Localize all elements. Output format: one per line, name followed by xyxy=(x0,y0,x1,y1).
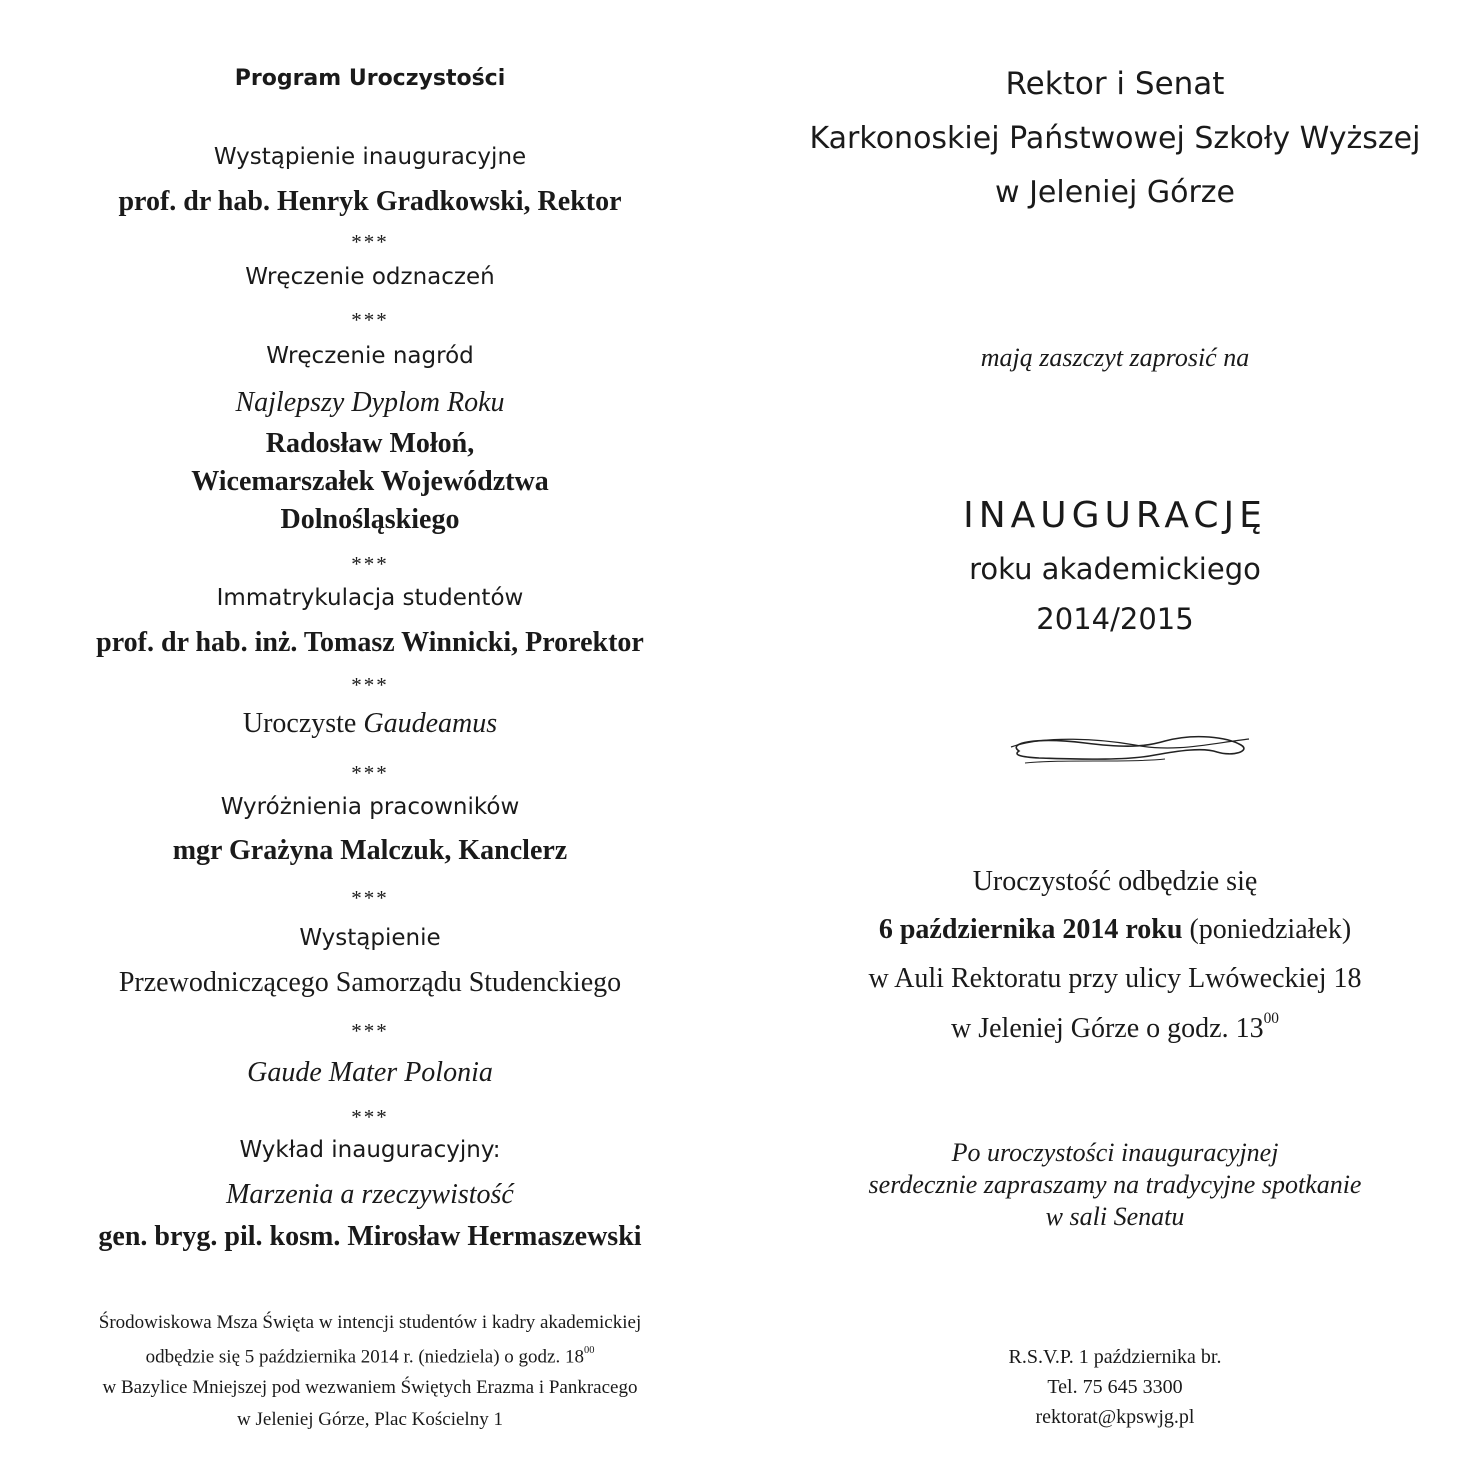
separator: *** xyxy=(351,308,389,332)
invite-line: mają zaszczyt zaprosić na xyxy=(980,343,1250,372)
program-item: Wręczenie nagród xyxy=(266,343,474,369)
event-place: w Auli Rektoratu przy ulicy Lwóweckiej 18 xyxy=(868,963,1362,994)
speaker-name: Radosław Mołoń, xyxy=(265,428,475,459)
event-weekday: (poniedziałek) xyxy=(1182,914,1352,945)
program-item: Wystąpienie inauguracyjne xyxy=(213,144,527,170)
speaker-name: prof. dr hab. inż. Tomasz Winnicki, Prorektor xyxy=(96,627,644,658)
invitation-column xyxy=(760,0,1470,1472)
mass-note-line: w Bazylice Mniejszej pod wezwaniem Świętych Erazma i Pankracego xyxy=(102,1377,638,1398)
host-line: Rektor i Senat xyxy=(1005,66,1225,102)
speaker-name: prof. dr hab. Henryk Gradkowski, Rektor xyxy=(118,186,622,217)
after-line: serdecznie zapraszamy na tradycyjne spotkanie xyxy=(868,1170,1362,1199)
after-line: w sali Senatu xyxy=(1045,1202,1185,1231)
speaker-title: Wicemarszałek Województwa xyxy=(191,466,549,497)
mass-note-line: Środowiskowa Msza Święta w intencji studentów i kadry akademickiej xyxy=(98,1312,642,1333)
mass-note-line xyxy=(20,1345,720,1369)
lecture-title: Marzenia a rzeczywistość xyxy=(226,1179,514,1210)
separator: *** xyxy=(351,552,389,576)
event-title: INAUGURACJĘ xyxy=(963,495,1267,536)
event-time: w Jeleniej Górze o godz. 13 xyxy=(951,1012,1264,1044)
rsvp-phone: Tel. 75 645 3300 xyxy=(1047,1376,1183,1398)
separator: *** xyxy=(351,761,389,785)
speaker-name: gen. bryg. pil. kosm. Mirosław Hermaszewski xyxy=(98,1221,642,1252)
separator: *** xyxy=(351,1105,389,1129)
separator: *** xyxy=(351,1019,389,1043)
program-item: Wykład inauguracyjny: xyxy=(239,1137,501,1163)
rsvp-email: rektorat@kpswjg.pl xyxy=(1035,1406,1195,1428)
program-item: Wyróżnienia pracowników xyxy=(220,794,520,820)
mass-note-text: odbędzie się 5 października 2014 r. (niedziela) o godz. 18 xyxy=(145,1346,584,1368)
event-date: 6 października 2014 roku xyxy=(878,914,1183,945)
program-item-text: Uroczyste xyxy=(242,708,364,739)
host-line: Karkonoskiej Państwowej Szkoły Wyższej xyxy=(809,121,1421,156)
event-time-line xyxy=(760,1010,1470,1045)
program-item xyxy=(20,707,720,741)
song-title: Gaude Mater Polonia xyxy=(247,1057,493,1088)
event-year: 2014/2015 xyxy=(1036,602,1194,636)
rsvp-line: R.S.V.P. 1 października br. xyxy=(1008,1346,1222,1368)
separator: *** xyxy=(351,886,389,910)
mass-note-line: w Jeleniej Górze, Plac Kościelny 1 xyxy=(237,1409,503,1430)
program-item: Przewodniczącego Samorządu Studenckiego xyxy=(118,967,622,998)
event-date-line xyxy=(760,913,1470,947)
program-item: Wystąpienie xyxy=(299,925,441,951)
host-line: w Jeleniej Górze xyxy=(995,175,1235,210)
program-column xyxy=(20,0,720,1472)
separator: *** xyxy=(351,230,389,254)
song-title: Gaudeamus xyxy=(363,708,498,739)
program-item: Immatrykulacja studentów xyxy=(216,585,524,611)
flourish-ornament xyxy=(1005,725,1255,775)
speaker-name: mgr Grażyna Malczuk, Kanclerz xyxy=(172,835,568,866)
mass-time-minutes: 00 xyxy=(583,1345,595,1356)
event-subtitle: roku akademickiego xyxy=(969,552,1261,586)
program-heading: Program Uroczystości xyxy=(234,66,506,91)
details-line: Uroczystość odbędzie się xyxy=(972,866,1258,897)
after-line: Po uroczystości inauguracyjnej xyxy=(951,1138,1279,1167)
speaker-title: Dolnośląskiego xyxy=(280,504,460,535)
separator: *** xyxy=(351,673,389,697)
event-time-minutes: 00 xyxy=(1263,1010,1279,1027)
program-item: Wręczenie odznaczeń xyxy=(245,264,495,290)
award-title: Najlepszy Dyplom Roku xyxy=(235,387,505,418)
